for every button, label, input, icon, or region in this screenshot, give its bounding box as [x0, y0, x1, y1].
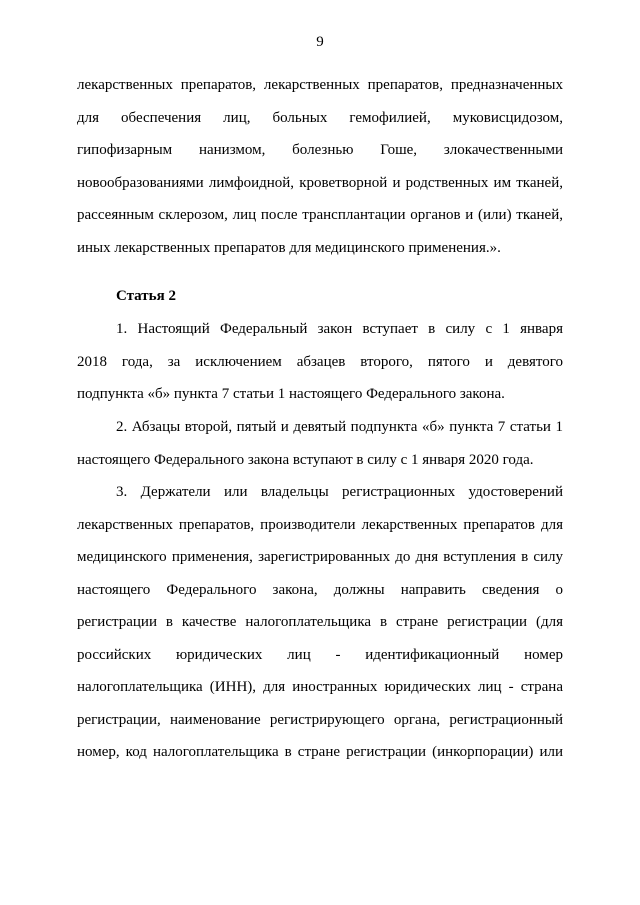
text-line: медицинского применения, зарегистрированных до дня вступления в силу [77, 549, 563, 565]
text-line: российских юридических лиц - идентификационный номер [77, 646, 563, 663]
text-line: для обеспечения лиц, больных гемофилией, муковисцидозом, [77, 109, 563, 126]
page-number: 9 [316, 34, 324, 50]
text-line: 2. Абзацы второй, пятый и девятый подпункта «б» пункта 7 статьи 1 [116, 419, 563, 435]
paragraph-1 [77, 313, 563, 411]
text-line: настоящего Федерального закона, должны направить сведения о [77, 581, 563, 598]
text-line: регистрации, наименование регистрирующего органа, регистрационный [77, 711, 563, 728]
text-line: иных лекарственных препаратов для медицинского применения.». [77, 239, 501, 256]
text-line: 3. Держатели или владельцы регистрационных удостоверений [116, 484, 563, 500]
continuation-text [77, 69, 563, 264]
paragraph-2 [77, 411, 563, 476]
text-line: лекарственных препаратов, производители лекарственных препаратов для [77, 516, 563, 533]
text-line: настоящего Федерального закона вступают в силу с 1 января 2020 года. [77, 451, 534, 468]
text-line: номер, код налогоплательщика в стране регистрации (инкорпорации) или [77, 744, 563, 760]
paragraph-3 [77, 476, 563, 769]
text-line: 1. Настоящий Федеральный закон вступает в силу с 1 января [116, 321, 563, 337]
text-line: подпункта «б» пункта 7 статьи 1 настоящего Федерального закона. [77, 386, 505, 402]
text-line: лекарственных препаратов, лекарственных препаратов, предназначенных [77, 77, 563, 93]
text-line: регистрации в качестве налогоплательщика в стране регистрации (для [77, 614, 563, 630]
text-line: 2018 года, за исключением абзацев второго, пятого и девятого [77, 353, 563, 370]
text-line: рассеянным склерозом, лиц после трансплантации органов и (или) тканей, [77, 207, 563, 223]
article-block [77, 280, 563, 313]
text-line: гипофизарным нанизмом, болезнью Гоше, злокачественными [77, 142, 563, 158]
text-line: налогоплательщика (ИНН), для иностранных юридических лиц - страна [77, 679, 563, 695]
article-heading: Статья 2 [116, 288, 176, 304]
text-line: новообразованиями лимфоидной, кроветворной и родственных им тканей, [77, 174, 563, 191]
